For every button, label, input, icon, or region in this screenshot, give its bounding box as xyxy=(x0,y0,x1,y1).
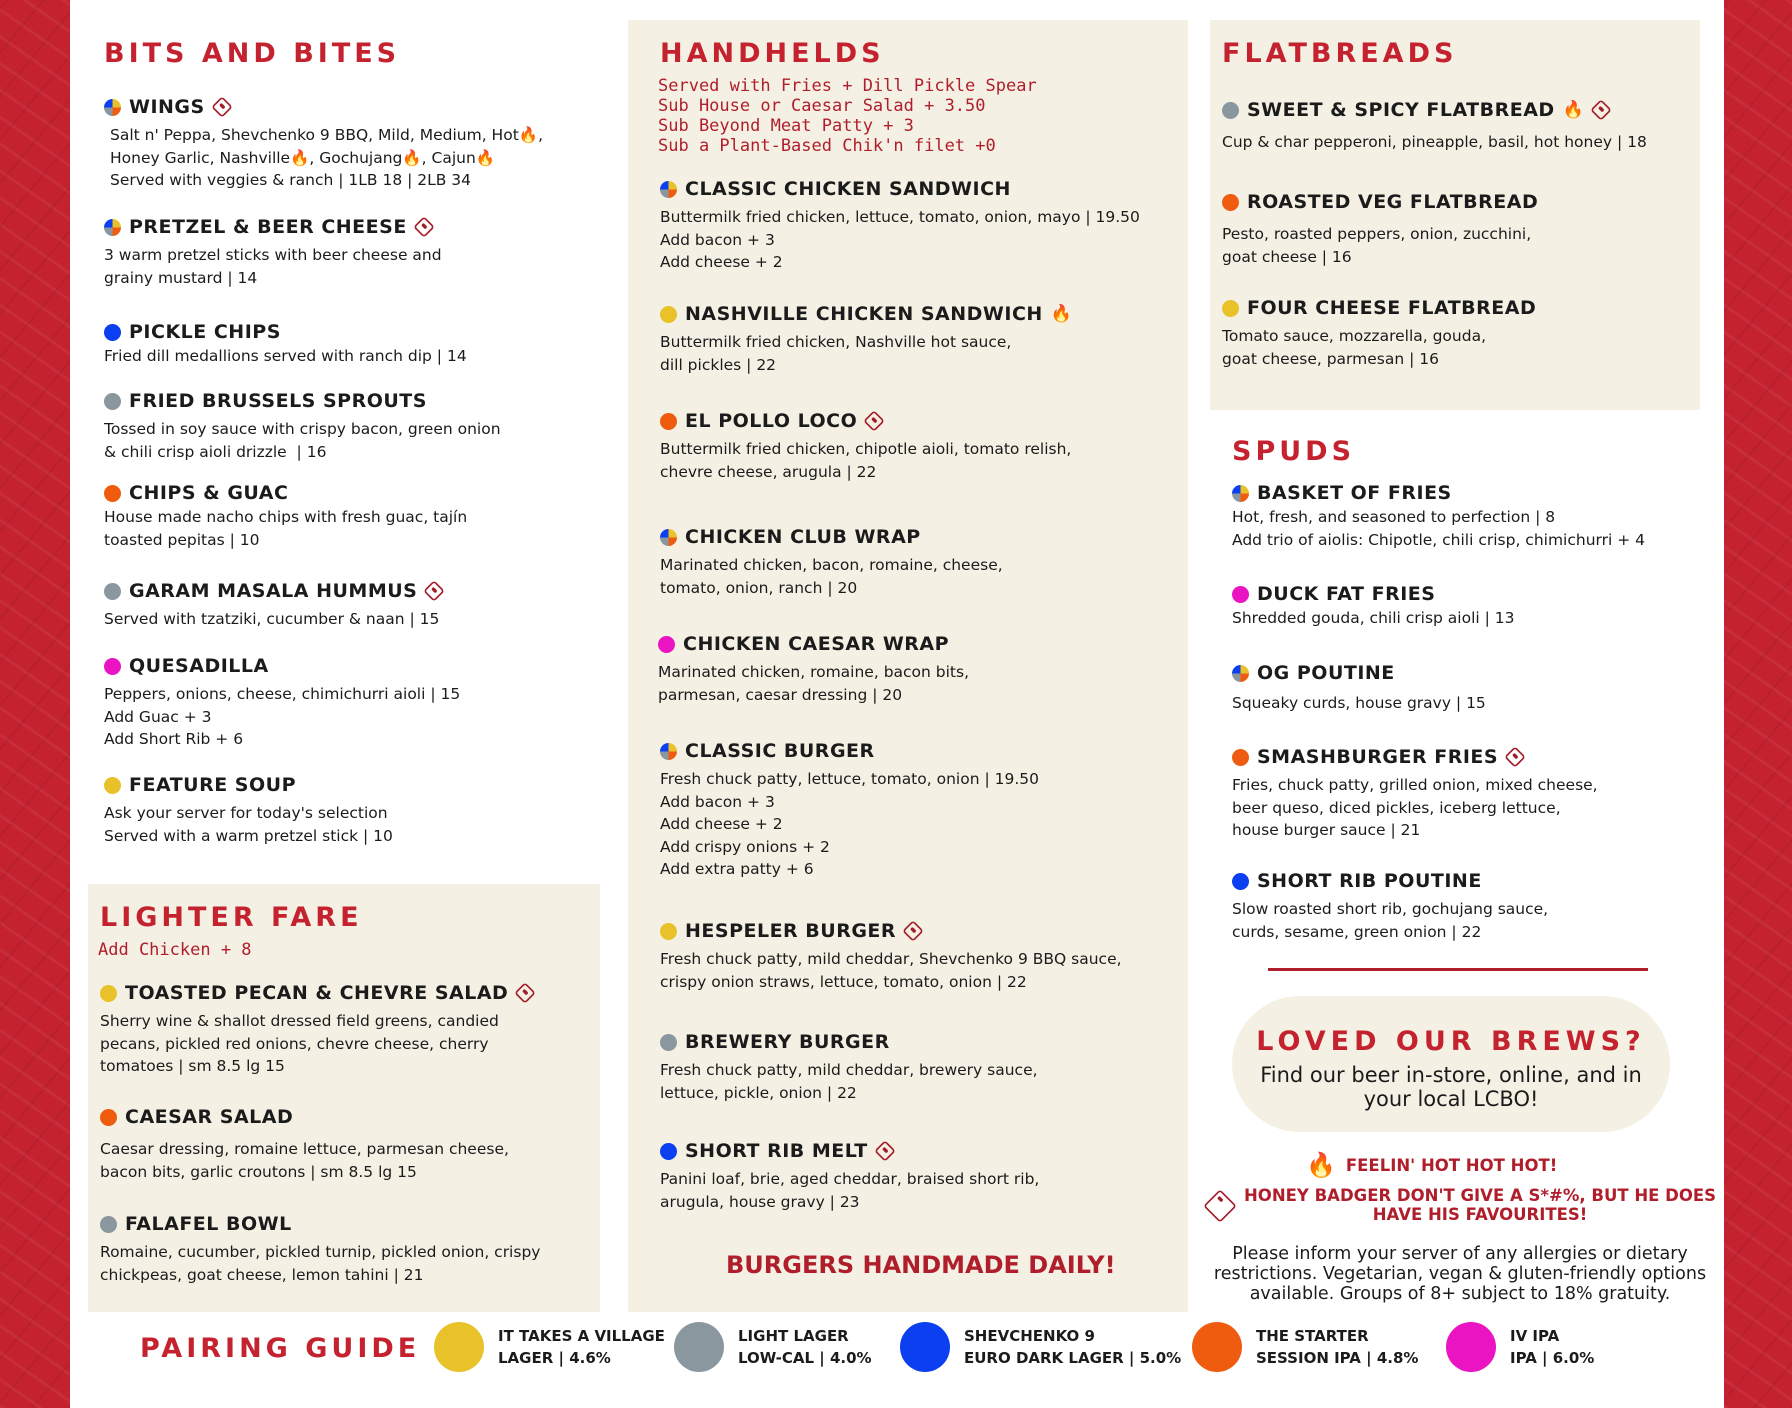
beer-color-swatch xyxy=(900,1322,950,1372)
item-name: BREWERY BURGER xyxy=(685,1031,890,1053)
left-border xyxy=(0,0,70,1408)
pairing-beer xyxy=(434,1322,665,1372)
menu-item xyxy=(1232,581,1514,630)
item-name: CLASSIC CHICKEN SANDWICH xyxy=(685,178,1011,200)
pairing-dot xyxy=(1232,749,1249,766)
pairing-dot xyxy=(660,306,677,323)
item-desc: Shredded gouda, chili crisp aioli | 13 xyxy=(1232,609,1515,627)
item-name: NASHVILLE CHICKEN SANDWICH xyxy=(685,303,1043,325)
flame-icon: 🔥 xyxy=(1562,99,1584,120)
item-name: FALAFEL BOWL xyxy=(125,1213,292,1235)
item-name: GARAM MASALA HUMMUS xyxy=(129,580,418,602)
pairing-dot xyxy=(1232,873,1249,890)
menu-item xyxy=(660,1029,1038,1104)
item-desc: Buttermilk fried chicken, Nashville hot sauce, dill pickles | 22 xyxy=(660,333,1012,374)
item-desc: Sherry wine & shallot dressed field greens, candied pecans, pickled red onions, chevre cheese, cherry tomatoes | sm 8.5 lg 15 xyxy=(100,1012,499,1075)
item-name: CAESAR SALAD xyxy=(125,1106,294,1128)
pairing-beer xyxy=(1192,1322,1418,1372)
menu-item xyxy=(1232,744,1598,842)
menu-item xyxy=(660,524,1003,599)
pairing-dot xyxy=(100,1109,117,1126)
item-name: SMASHBURGER FRIES xyxy=(1257,746,1499,768)
item-desc: Ask your server for today's selection Served with a warm pretzel stick | 10 xyxy=(104,804,393,845)
item-name: ROASTED VEG FLATBREAD xyxy=(1247,191,1539,213)
spuds-title: SPUDS xyxy=(1232,436,1356,467)
item-desc: Buttermilk fried chicken, chipotle aioli, tomato relish, chevre cheese, arugula | 22 xyxy=(660,440,1072,481)
beer-color-swatch xyxy=(434,1322,484,1372)
honey-badger-icon xyxy=(1504,746,1526,768)
burgers-handmade-banner: BURGERS HANDMADE DAILY! xyxy=(726,1251,1116,1279)
brews-title: LOVED OUR BREWS? xyxy=(1256,1026,1646,1057)
menu-item xyxy=(104,480,467,551)
item-name: TOASTED PECAN & CHEVRE SALAD xyxy=(125,982,509,1004)
item-name: EL POLLO LOCO xyxy=(685,410,858,432)
menu-item xyxy=(104,772,393,847)
item-desc: Tomato sauce, mozzarella, gouda, goat cheese, parmesan | 16 xyxy=(1222,327,1487,368)
item-name: FOUR CHEESE FLATBREAD xyxy=(1247,297,1537,319)
item-desc: 3 warm pretzel sticks with beer cheese and grainy mustard | 14 xyxy=(104,246,442,287)
right-border xyxy=(1724,0,1792,1408)
item-desc: Marinated chicken, bacon, romaine, cheese, tomato, onion, ranch | 20 xyxy=(660,556,1003,597)
beer-color-swatch xyxy=(674,1322,724,1372)
menu-item xyxy=(1222,97,1647,154)
pairing-multi-dot xyxy=(660,743,677,760)
item-desc: Romaine, cucumber, pickled turnip, pickled onion, crispy chickpeas, goat cheese, lemon tahini | 21 xyxy=(100,1243,541,1284)
item-name: DUCK FAT FRIES xyxy=(1257,583,1436,605)
pairing-multi-dot xyxy=(660,181,677,198)
item-name: SWEET & SPICY FLATBREAD xyxy=(1247,99,1555,121)
menu-item xyxy=(104,319,467,368)
honey-badger-icon xyxy=(424,580,446,602)
item-name: HESPELER BURGER xyxy=(685,920,897,942)
item-desc: Served with tzatziki, cucumber & naan | 15 xyxy=(104,610,440,628)
menu-item xyxy=(100,980,534,1078)
honey-badger-icon xyxy=(1590,99,1612,121)
menu-item xyxy=(660,408,1071,483)
beer-label: SHEVCHENKO 9 EURO DARK LAGER | 5.0% xyxy=(964,1327,1182,1367)
menu-item xyxy=(660,176,1140,274)
honey-badger-icon xyxy=(514,982,536,1004)
item-desc: Tossed in soy sauce with crispy bacon, green onion & chili crisp aioli drizzle | 16 xyxy=(104,420,501,461)
legend-hot-text: FEELIN' HOT HOT HOT! xyxy=(1345,1155,1558,1175)
lighter-title: LIGHTER FARE xyxy=(100,902,363,933)
item-desc: Hot, fresh, and seasoned to perfection | 8 Add trio of aiolis: Chipotle, chili crisp, chimichurri + 4 xyxy=(1232,508,1646,549)
item-name: FEATURE SOUP xyxy=(129,774,296,796)
menu-item xyxy=(104,214,442,289)
item-desc: Buttermilk fried chicken, lettuce, tomato, onion, mayo | 19.50 Add bacon + 3 Add cheese + 2 xyxy=(660,208,1140,271)
item-name: CHICKEN CLUB WRAP xyxy=(685,526,921,548)
menu-item xyxy=(100,1211,540,1286)
flatbreads-title: FLATBREADS xyxy=(1222,38,1458,69)
bits-title: BITS AND BITES xyxy=(104,38,401,69)
item-name: PRETZEL & BEER CHEESE xyxy=(129,216,407,238)
handhelds-note: Served with Fries + Dill Pickle Spear Sub House or Caesar Salad + 3.50 Sub Beyond Meat Patty + 3 Sub a Plant-Based Chik'n filet +0 xyxy=(658,76,1037,156)
item-name: FRIED BRUSSELS SPROUTS xyxy=(129,390,427,412)
pairing-dot xyxy=(100,985,117,1002)
pairing-beer xyxy=(900,1322,1181,1372)
item-name: QUESADILLA xyxy=(129,655,269,677)
flame-icon: 🔥 xyxy=(1306,1151,1336,1179)
menu-item xyxy=(1232,868,1548,943)
pairing-dot xyxy=(660,413,677,430)
pairing-dot xyxy=(104,485,121,502)
pairing-dot xyxy=(104,658,121,675)
pairing-dot xyxy=(660,923,677,940)
pairing-guide-title: PAIRING GUIDE xyxy=(140,1333,421,1364)
item-desc: Pesto, roasted peppers, onion, zucchini, goat cheese | 16 xyxy=(1222,225,1532,266)
lighter-note: Add Chicken + 8 xyxy=(98,940,252,960)
item-desc: Fried dill medallions served with ranch dip | 14 xyxy=(104,347,467,365)
menu-item xyxy=(660,738,1039,881)
beer-color-swatch xyxy=(1446,1322,1496,1372)
allergy-notice: Please inform your server of any allergies or dietary restrictions. Vegetarian, vegan & gluten-friendly options available. Groups of 8+ subject to 18% gratuity. xyxy=(1213,1244,1707,1304)
pairing-dot xyxy=(1232,586,1249,603)
legend-badger-text: HONEY BADGER DON'T GIVE A S*#%, BUT HE DOES HAVE HIS FAVOURITES! xyxy=(1244,1186,1717,1224)
menu-item xyxy=(1232,660,1486,715)
pairing-dot xyxy=(1222,300,1239,317)
pairing-dot xyxy=(104,777,121,794)
pairing-beer xyxy=(1446,1322,1594,1372)
menu-item xyxy=(104,653,460,751)
item-name: BASKET OF FRIES xyxy=(1257,482,1452,504)
menu-item xyxy=(104,388,501,463)
pairing-dot xyxy=(104,324,121,341)
item-desc: Fresh chuck patty, mild cheddar, Shevchenko 9 BBQ sauce, crispy onion straws, lettuce, tomato, onion | 22 xyxy=(660,950,1122,991)
item-name: OG POUTINE xyxy=(1257,662,1395,684)
item-desc: House made nacho chips with fresh guac, tajín toasted pepitas | 10 xyxy=(104,508,468,549)
item-desc: Peppers, onions, cheese, chimichurri aioli | 15 Add Guac + 3 Add Short Rib + 6 xyxy=(104,685,461,748)
legend-badger xyxy=(1206,1186,1716,1224)
flame-icon: 🔥 xyxy=(1050,303,1072,324)
pairing-dot xyxy=(1222,194,1239,211)
item-name: CLASSIC BURGER xyxy=(685,740,875,762)
item-desc: Slow roasted short rib, gochujang sauce, curds, sesame, green onion | 22 xyxy=(1232,900,1549,941)
honey-badger-icon xyxy=(863,410,885,432)
menu-item xyxy=(658,631,969,706)
item-name: WINGS xyxy=(129,96,205,118)
menu-item xyxy=(104,578,443,631)
beer-label: THE STARTER SESSION IPA | 4.8% xyxy=(1256,1327,1419,1367)
menu-item xyxy=(660,301,1072,376)
handhelds-title: HANDHELDS xyxy=(660,38,885,69)
pairing-multi-dot xyxy=(104,99,121,116)
menu-item xyxy=(104,94,543,192)
item-desc: Fresh chuck patty, lettuce, tomato, onion | 19.50 Add bacon + 3 Add cheese + 2 Add crispy onions + 2 Add extra patty + 6 xyxy=(660,770,1039,878)
pairing-dot xyxy=(660,1143,677,1160)
beer-color-swatch xyxy=(1192,1322,1242,1372)
pairing-multi-dot xyxy=(1232,665,1249,682)
item-name: SHORT RIB MELT xyxy=(685,1140,868,1162)
pairing-dot xyxy=(100,1216,117,1233)
item-name: CHIPS & GUAC xyxy=(129,482,289,504)
item-name: SHORT RIB POUTINE xyxy=(1257,870,1482,892)
menu-item xyxy=(1222,189,1538,268)
item-name: PICKLE CHIPS xyxy=(129,321,281,343)
item-desc: Panini loaf, brie, aged cheddar, braised short rib, arugula, house gravy | 23 xyxy=(660,1170,1040,1211)
honey-badger-icon xyxy=(902,920,924,942)
item-name: CHICKEN CAESAR WRAP xyxy=(683,633,950,655)
honey-badger-icon xyxy=(211,96,233,118)
item-desc: Squeaky curds, house gravy | 15 xyxy=(1232,694,1486,712)
beer-label: LIGHT LAGER LOW-CAL | 4.0% xyxy=(738,1327,872,1367)
item-desc: Salt n' Peppa, Shevchenko 9 BBQ, Mild, Medium, Hot🔥, Honey Garlic, Nashville🔥, Gochujang🔥, Cajun🔥 Served with veggies & ranch | 1LB 18 | 2LB 34 xyxy=(110,126,543,189)
honey-badger-icon xyxy=(1203,1189,1237,1223)
beer-label: IV IPA IPA | 6.0% xyxy=(1510,1327,1595,1367)
menu-item xyxy=(100,1104,509,1183)
pairing-dot xyxy=(104,583,121,600)
item-desc: Caesar dressing, romaine lettuce, parmesan cheese, bacon bits, garlic croutons | sm 8.5 lg 15 xyxy=(100,1140,509,1181)
pairing-beer xyxy=(674,1322,872,1372)
pairing-dot xyxy=(658,636,675,653)
menu-item xyxy=(660,918,1122,993)
menu-item xyxy=(1222,295,1536,370)
pairing-multi-dot xyxy=(1232,485,1249,502)
item-desc: Cup & char pepperoni, pineapple, basil, hot honey | 18 xyxy=(1222,133,1647,151)
menu-item xyxy=(660,1138,1039,1213)
honey-badger-icon xyxy=(874,1140,896,1162)
item-desc: Fries, chuck patty, grilled onion, mixed cheese, beer queso, diced pickles, iceberg lettuce, house burger sauce | 21 xyxy=(1232,776,1598,839)
divider-line xyxy=(1268,968,1648,971)
pairing-dot xyxy=(660,1034,677,1051)
pairing-multi-dot xyxy=(660,529,677,546)
pairing-multi-dot xyxy=(104,219,121,236)
beer-label: IT TAKES A VILLAGE LAGER | 4.6% xyxy=(498,1327,665,1367)
legend-hot xyxy=(1306,1153,1557,1177)
pairing-dot xyxy=(104,393,121,410)
pairing-dot xyxy=(1222,102,1239,119)
honey-badger-icon xyxy=(413,216,435,238)
item-desc: Marinated chicken, romaine, bacon bits, parmesan, caesar dressing | 20 xyxy=(658,663,970,704)
loved-our-brews-box xyxy=(1232,996,1670,1132)
brews-subtitle: Find our beer in-store, online, and in your local LCBO! xyxy=(1260,1063,1642,1111)
item-desc: Fresh chuck patty, mild cheddar, brewery sauce, lettuce, pickle, onion | 22 xyxy=(660,1061,1038,1102)
menu-item xyxy=(1232,480,1645,551)
